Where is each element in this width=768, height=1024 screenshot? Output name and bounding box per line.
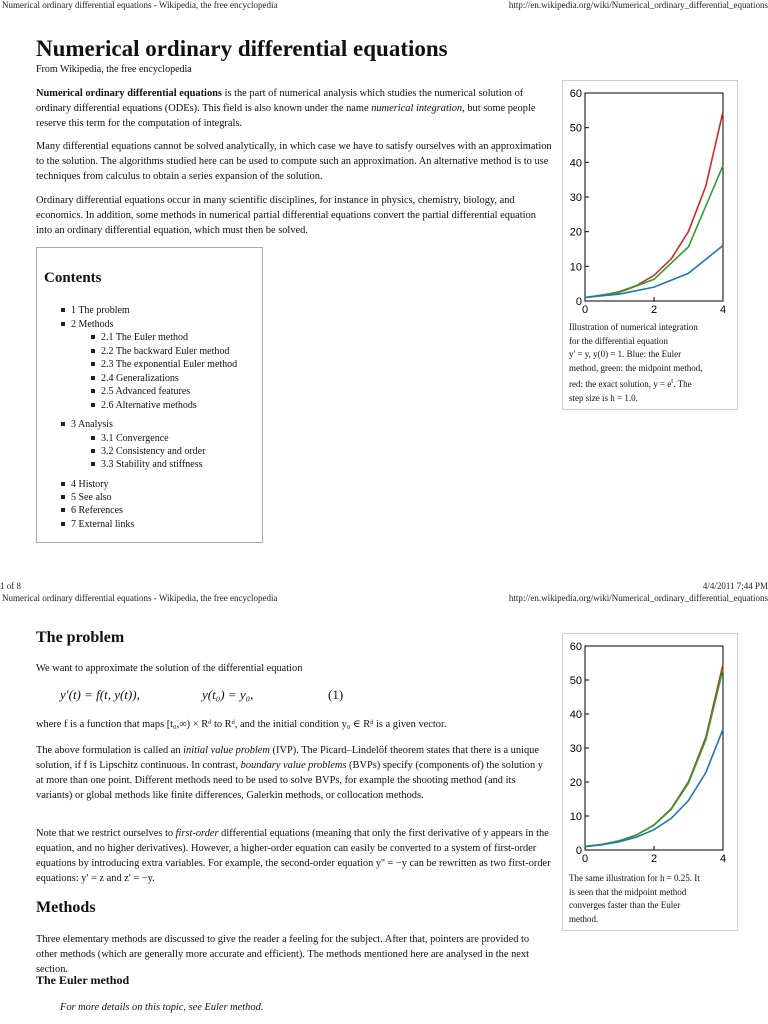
- chart-euler-h1: [563, 81, 737, 321]
- page-subtitle: From Wikipedia, the free encyclopedia: [36, 64, 192, 75]
- bullet-icon: [91, 376, 95, 380]
- chart-euler-h025: [563, 634, 737, 870]
- toc-item[interactable]: [91, 433, 169, 444]
- caption-sup: t: [671, 377, 674, 385]
- toc-item[interactable]: [91, 346, 229, 357]
- bullet-icon: [61, 308, 65, 312]
- toc-item-label: 3 Analysis: [71, 419, 113, 430]
- x-tick-label: 0: [581, 304, 589, 316]
- bullet-icon: [91, 362, 95, 366]
- caption-line: for the differential equation: [569, 335, 669, 346]
- toc-item-label: 2 Methods: [71, 319, 114, 330]
- x-tick-label: 0: [581, 853, 589, 865]
- y-tick-label: 30: [569, 192, 582, 204]
- bullet-icon: [61, 495, 65, 499]
- bullet-icon: [61, 322, 65, 326]
- toc-item[interactable]: [61, 519, 134, 530]
- p4-text-b: differential equations (meaning that only the first derivative of y appears in the equation, and no higher derivatives). However, a higher-order equation can easily be converted to a system of first-order equations by introducing extra variables. For example, the second-order equation y'' = −y can be rewritten as two first-order equations: y' = z and z' = −y.: [36, 828, 551, 884]
- series-line-0: [585, 112, 723, 298]
- toc-item[interactable]: [91, 332, 188, 343]
- toc-item[interactable]: [91, 373, 179, 384]
- problem-paragraph-3: [36, 743, 552, 803]
- intro-text-b: , but some people reserve this term for the computation of integrals.: [36, 103, 536, 129]
- x-tick-label: 2: [650, 304, 658, 316]
- toc-item[interactable]: [91, 386, 190, 397]
- figure-1-caption: [569, 321, 735, 405]
- equation-lhs: y′(t) = f(t, y(t)),: [60, 687, 140, 702]
- table-of-contents: [36, 247, 263, 543]
- bullet-icon: [91, 389, 95, 393]
- series-line-2: [585, 246, 723, 298]
- toc-item[interactable]: [91, 359, 237, 370]
- toc-item-label: 2.6 Alternative methods: [101, 400, 197, 411]
- problem-paragraph-4: [36, 826, 552, 886]
- y-tick-label: 20: [569, 777, 582, 789]
- y-tick-label: 0: [575, 845, 582, 857]
- x-tick-label: 2: [650, 853, 658, 865]
- equation-number: (1): [328, 687, 344, 702]
- intro-paragraph-1: [36, 86, 552, 131]
- series-line-1: [585, 166, 723, 298]
- toc-item[interactable]: [61, 479, 109, 490]
- bullet-icon: [61, 422, 65, 426]
- caption-line: method.: [569, 913, 599, 924]
- intro-paragraph-2: Many differential equations cannot be solved analytically, in which case we have to satisfy ourselves with an approximation to the solution. The algorithms studied here can be used to compute such an approximation. An alternative method is to use techniques from calculus to obtain a series expansion of the solution.: [36, 141, 552, 182]
- y-tick-label: 10: [569, 261, 582, 274]
- toc-item-label: 3.1 Convergence: [101, 433, 169, 444]
- y-tick-label: 60: [569, 641, 582, 653]
- toc-item-label: 2.2 The backward Euler method: [101, 346, 230, 357]
- series-line-0: [585, 664, 723, 846]
- caption-line: The same illustration for h = 0.25. It: [569, 873, 700, 883]
- toc-title: Contents: [44, 270, 102, 286]
- series-line-1: [585, 669, 723, 847]
- bullet-icon: [91, 335, 95, 339]
- link-numerical-integration[interactable]: numerical integration: [371, 103, 463, 114]
- p3-text-c: (BVPs) specify (components of) the solution y at more than one point. Different methods need to be used to solve BVPs, for example the shooting method (and its variants) or global methods like finite differences, Galerkin methods, or collocation methods.: [36, 760, 543, 801]
- caption-text: red: the exact solution, y = e: [569, 379, 672, 389]
- problem-paragraph-2: where f is a function that maps [t₀,∞) × Rᵈ to Rᵈ, and the initial condition y₀ ∈ Rᵈ is a given vector.: [36, 719, 447, 730]
- toc-item[interactable]: [61, 505, 123, 516]
- toc-item-label: 7 External links: [71, 519, 135, 530]
- toc-item[interactable]: [61, 419, 113, 430]
- link-boundary-value-problems[interactable]: boundary value problems: [240, 760, 347, 771]
- caption-line: is seen that the midpoint method: [569, 886, 687, 897]
- y-tick-label: 50: [569, 122, 582, 135]
- print-footer-date: 4/4/2011 7:44 PM: [702, 581, 768, 591]
- y-tick-label: 0: [575, 296, 582, 308]
- caption-line: y' = y, y(0) = 1. Blue: the Euler: [569, 349, 682, 359]
- toc-item-label: 5 See also: [71, 492, 112, 503]
- methods-paragraph-1: Three elementary methods are discussed to give the reader a feeling for the subject. After that, pointers are provided to other methods (which are generally more accurate and efficient). The methods mentioned here are analysed in the next section.: [36, 934, 530, 975]
- y-tick-label: 40: [569, 709, 582, 721]
- y-tick-label: 20: [569, 226, 582, 239]
- caption-line: [569, 375, 735, 392]
- y-tick-label: 30: [569, 743, 582, 755]
- toc-item[interactable]: [91, 446, 205, 457]
- toc-item-label: 6 References: [71, 505, 123, 516]
- heading-the-problem: The problem: [36, 629, 125, 646]
- toc-item[interactable]: [61, 492, 112, 503]
- toc-item-label: 3.3 Stability and stiffness: [101, 459, 203, 470]
- p3-text-b: (IVP). The Picard–Lindelöf theorem states that there is a unique solution, if f is Lipschitz continuous. In contrast,: [36, 745, 539, 771]
- toc-item[interactable]: [61, 305, 130, 316]
- y-tick-label: 10: [569, 811, 582, 823]
- first-order-term: first-order: [175, 828, 219, 839]
- bullet-icon: [91, 449, 95, 453]
- x-tick-label: 4: [719, 853, 727, 865]
- caption-line: converges faster than the Euler: [569, 900, 681, 910]
- toc-item-label: 3.2 Consistency and order: [101, 446, 206, 457]
- toc-item[interactable]: [91, 400, 197, 411]
- toc-item-label: 4 History: [71, 479, 109, 490]
- intro-text-a: is the part of numerical analysis which studies the numerical solution of ordinary differential equations (ODEs). This field is also known under the name: [36, 88, 524, 114]
- toc-item-label: 2.3 The exponential Euler method: [101, 359, 238, 370]
- bullet-icon: [61, 522, 65, 526]
- bullet-icon: [91, 349, 95, 353]
- p4-text-a: Note that we restrict ourselves to: [36, 828, 176, 839]
- intro-paragraph-3: Ordinary differential equations occur in many scientific disciplines, for instance in physics, chemistry, biology, and economics. In addition, some methods in numerical partial differential equations convert the partial differential equation into an ordinary differential equation, which must then be solved.: [36, 195, 536, 236]
- caption-line: Illustration of numerical integration: [569, 322, 698, 332]
- heading-methods: Methods: [36, 899, 96, 916]
- caption-text: . The: [673, 379, 692, 389]
- toc-item-label: 2.5 Advanced features: [101, 386, 191, 397]
- y-tick-label: 50: [569, 675, 582, 687]
- page-title: Numerical ordinary differential equations: [36, 36, 448, 61]
- link-initial-value-problem[interactable]: initial value problem: [183, 745, 270, 756]
- print-header-left: Numerical ordinary differential equations - Wikipedia, the free encyclopedia: [2, 0, 278, 10]
- toc-item-label: 2.1 The Euler method: [101, 332, 189, 343]
- caption-line: method, green: the midpoint method,: [569, 362, 703, 373]
- bullet-icon: [61, 508, 65, 512]
- toc-item[interactable]: [61, 319, 114, 330]
- bullet-icon: [91, 462, 95, 466]
- intro-bold-term: Numerical ordinary differential equations: [36, 88, 222, 99]
- bullet-icon: [91, 436, 95, 440]
- print-header-url-2: http://en.wikipedia.org/wiki/Numerical_ordinary_differential_equations: [508, 593, 768, 603]
- figure-2: [562, 633, 738, 931]
- caption-line: step size is h = 1.0.: [569, 392, 638, 403]
- euler-see-also-note[interactable]: For more details on this topic, see Euler method.: [60, 1002, 264, 1013]
- p3-text-a: The above formulation is called an: [36, 745, 184, 756]
- print-footer-page: 1 of 8: [0, 581, 21, 591]
- toc-item-label: 2.4 Generalizations: [101, 373, 179, 384]
- equation-rhs: y(t₀) = y₀,: [202, 687, 254, 702]
- figure-2-caption: [569, 872, 735, 926]
- bullet-icon: [91, 403, 95, 407]
- x-tick-label: 4: [719, 304, 727, 316]
- toc-item-label: 1 The problem: [71, 305, 130, 316]
- problem-paragraph-1: We want to approximate the solution of the differential equation: [36, 663, 303, 674]
- heading-euler-method: The Euler method: [36, 973, 130, 987]
- bullet-icon: [61, 482, 65, 486]
- y-tick-label: 60: [569, 88, 582, 100]
- print-header-url: http://en.wikipedia.org/wiki/Numerical_ordinary_differential_equations: [508, 0, 768, 10]
- figure-1: [562, 80, 738, 410]
- y-tick-label: 40: [569, 157, 582, 170]
- toc-item[interactable]: [91, 459, 202, 470]
- print-header-left-2: Numerical ordinary differential equations - Wikipedia, the free encyclopedia: [2, 593, 278, 603]
